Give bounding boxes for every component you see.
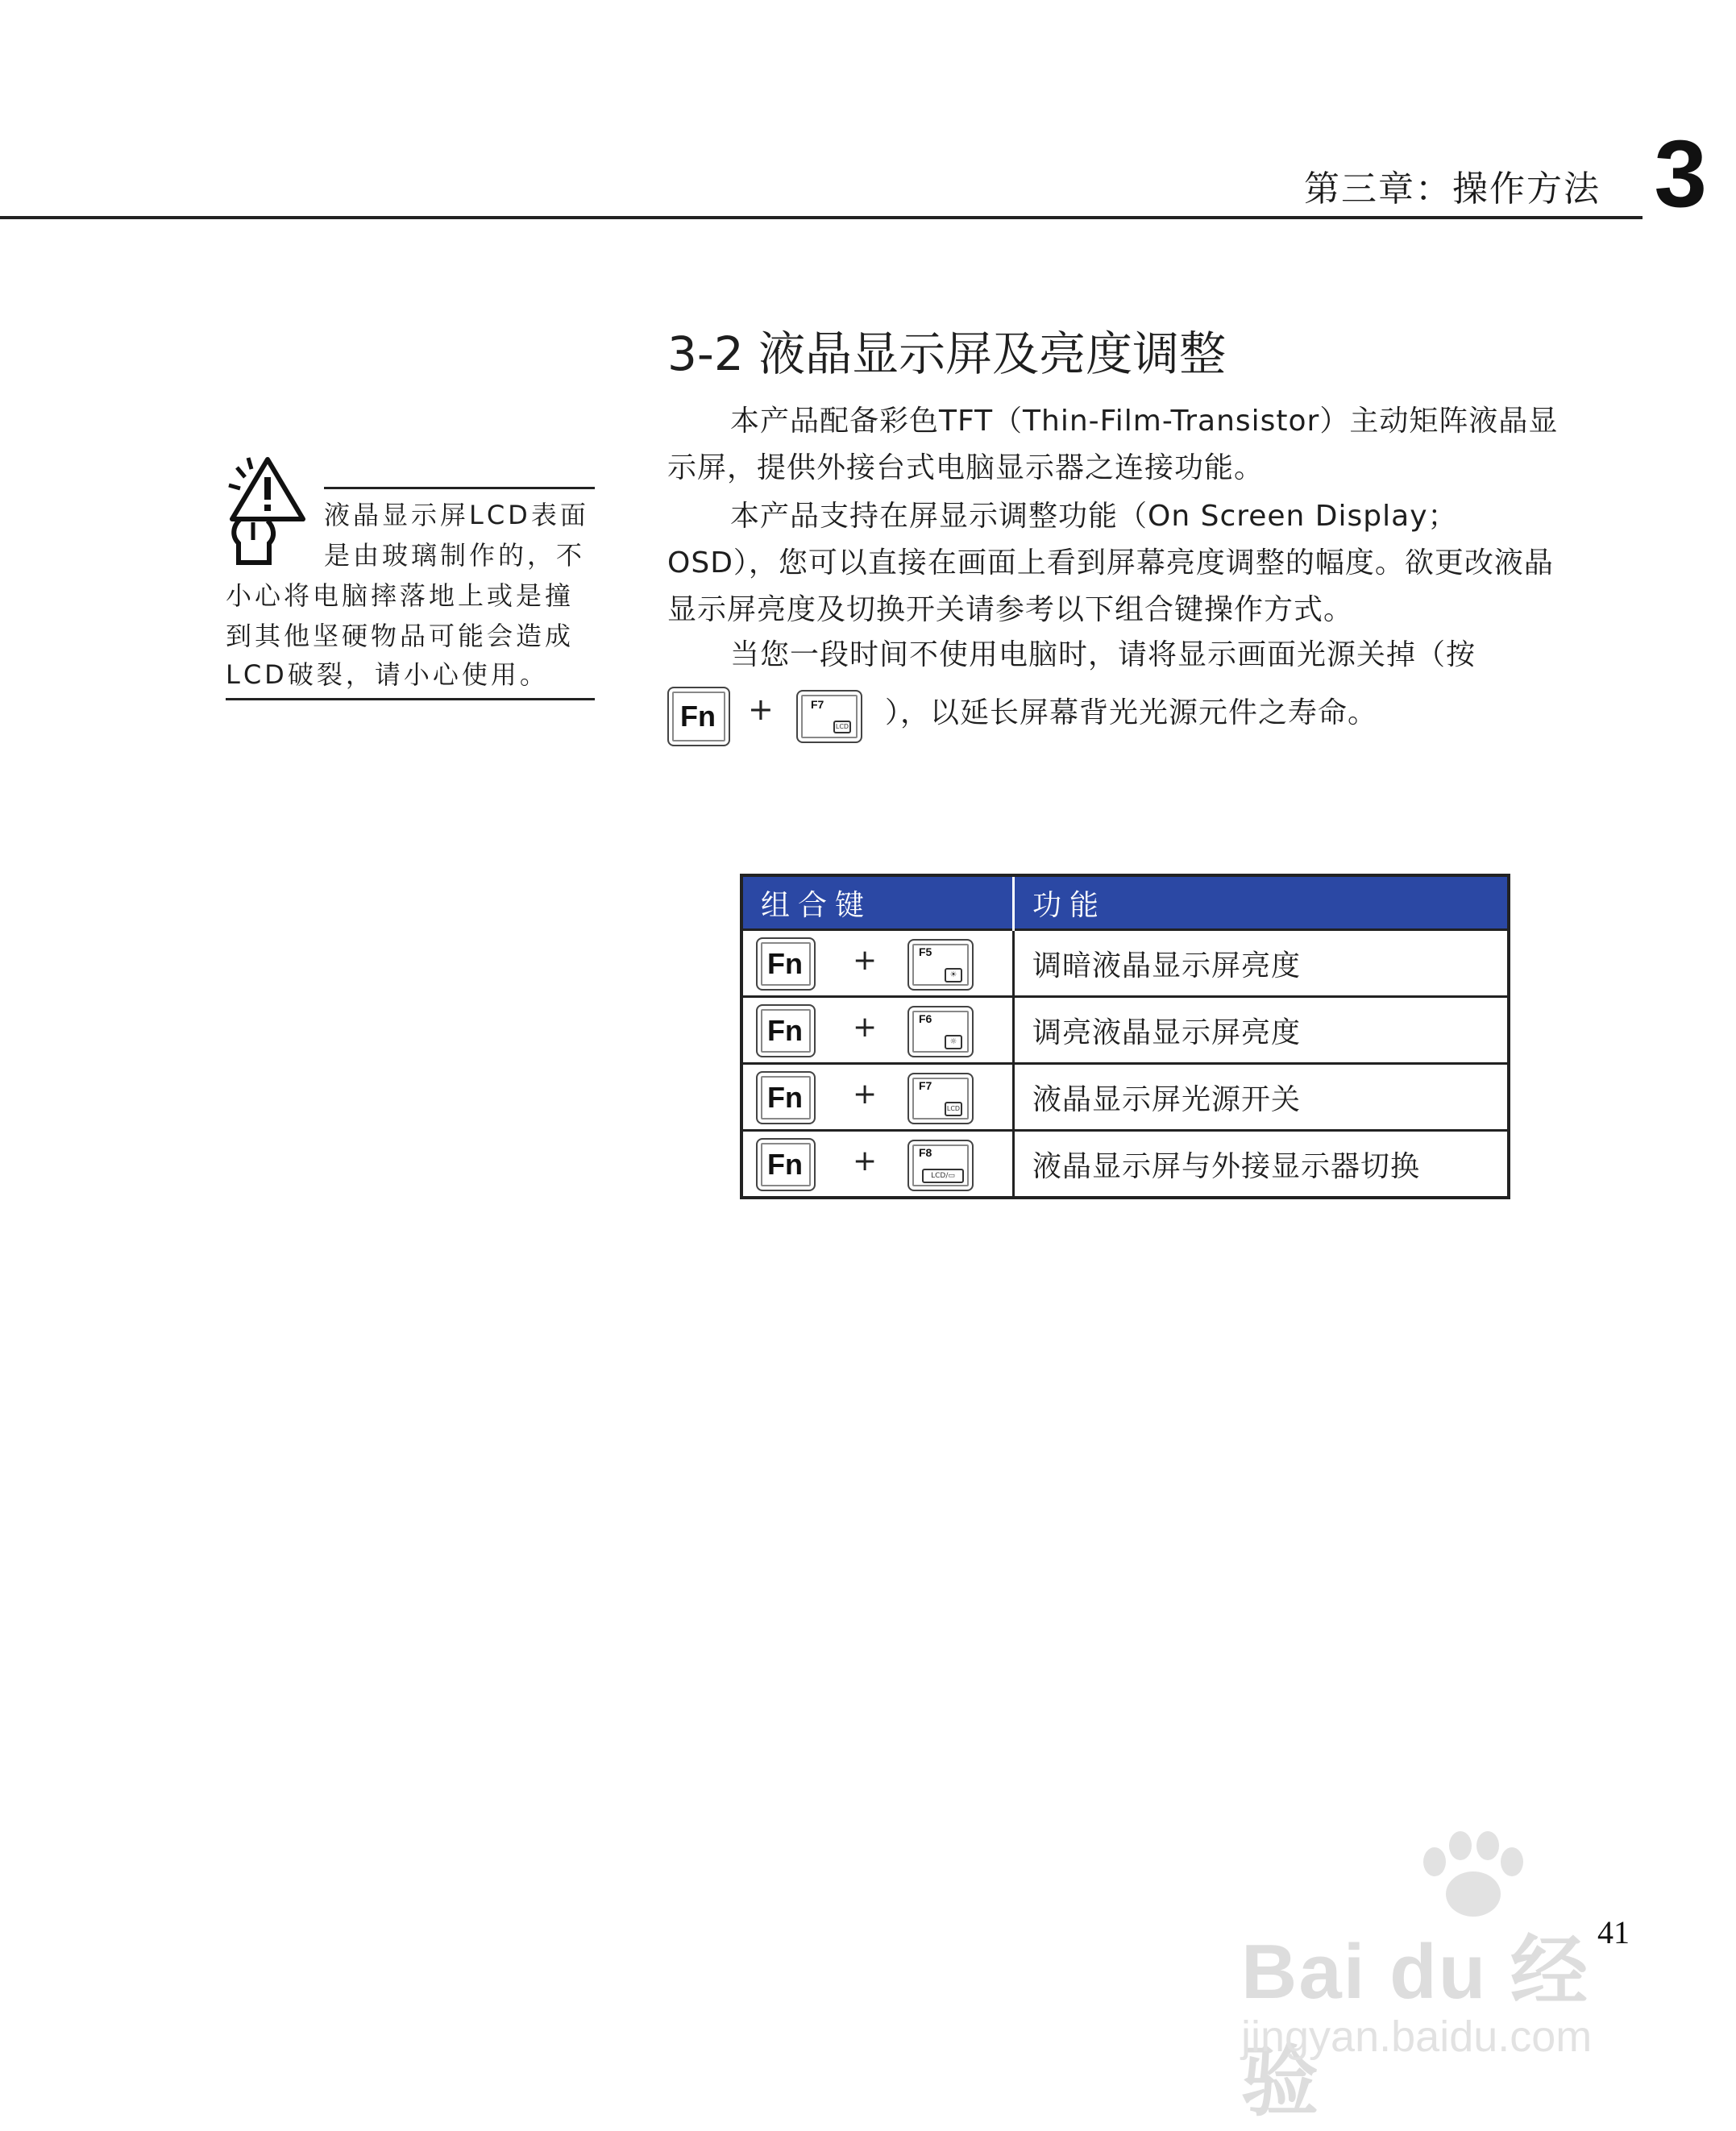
baidu-watermark (1225, 1830, 1644, 2125)
function-cell: 液晶显示屏光源开关 (1014, 1064, 1510, 1131)
header-combo-keys: 组合键 (741, 875, 1014, 930)
key-combo-cell (741, 997, 1014, 1064)
key-combo-cell (741, 1131, 1014, 1198)
f5-key (907, 939, 974, 991)
f8-key (907, 1140, 974, 1191)
f8-key-label: F8 (919, 1146, 932, 1159)
warning-text-line: 液晶显示屏LCD表面 (324, 500, 589, 530)
warning-person-icon (226, 453, 322, 566)
paragraph-osd: 本产品支持在屏显示调整功能（On Screen Display；OSD），您可以直接在画面上看到屏幕亮度调整的幅度。欲更改液晶显示屏亮度及切换开关请参考以下组合键操作方式。 (667, 500, 1554, 626)
fn-key-label: Fn (680, 700, 716, 733)
inline-f7-key (796, 690, 862, 743)
page-number: 41 (1597, 1914, 1630, 1950)
function-cell: 调暗液晶显示屏亮度 (1014, 930, 1510, 997)
table-header-row (741, 875, 1509, 930)
header-divider (0, 216, 1643, 219)
function-cell: 调亮液晶显示屏亮度 (1014, 997, 1510, 1064)
watermark-logo: Bai du 经验 (1241, 1929, 1590, 2125)
warning-text-line: 是由玻璃制作的，不 (324, 540, 586, 571)
warning-text-line: 到其他坚硬物品可能会造成 (226, 621, 575, 651)
f6-key (907, 1006, 974, 1057)
fn-key-label: Fn (767, 1014, 803, 1047)
display-switch-icon: LCD/▭ (922, 1169, 964, 1183)
f5-key-label: F5 (919, 945, 932, 958)
shortcut-table (740, 874, 1510, 1199)
header-function: 功能 (1014, 875, 1510, 930)
section-heading: 3-2 液晶显示屏及亮度调整 (667, 326, 1227, 381)
plus-sign: + (853, 1011, 878, 1044)
inline-plus: + (748, 692, 774, 727)
plus-sign: + (853, 944, 878, 977)
table-row (741, 930, 1509, 997)
plus-sign: + (853, 1144, 878, 1178)
brightness-down-icon: ☀ (945, 968, 962, 982)
chapter-number: 3 (1654, 121, 1707, 227)
table-row (741, 1131, 1509, 1198)
warning-text-line: 小心将电脑摔落地上或是撞 (226, 580, 575, 611)
fn-key-label: Fn (767, 1148, 803, 1181)
paragraph-backlight: 当您一段时间不使用电脑时，请将显示画面光源关掉（按 (730, 638, 1476, 671)
plus-sign: + (853, 1078, 878, 1111)
chapter-title: 第三章：操作方法 (1304, 168, 1601, 210)
inline-fn-key (667, 687, 730, 746)
table-row (741, 1064, 1509, 1131)
table-row (741, 997, 1509, 1064)
inline-shortcut-suffix: ），以延长屏幕背光光源元件之寿命。 (885, 696, 1378, 729)
paw-icon (1410, 1830, 1531, 1918)
fn-key (756, 1071, 816, 1124)
key-combo-cell (741, 1064, 1014, 1131)
lcd-icon: LCD (833, 721, 851, 733)
f7-key-label: F7 (919, 1079, 932, 1092)
function-cell: 液晶显示屏与外接显示器切换 (1014, 1131, 1510, 1198)
lcd-backlight-icon: LCD (945, 1102, 962, 1116)
warning-text-line: LCD破裂，请小心使用。 (226, 659, 549, 690)
fn-key-label: Fn (767, 1081, 803, 1114)
fn-key-label: Fn (767, 947, 803, 980)
paragraph-intro: 本产品配备彩色TFT（Thin-Film-Transistor）主动矩阵液晶显示屏，提供外接台式电脑显示器之连接功能。 (667, 405, 1559, 484)
f6-key-label: F6 (919, 1012, 932, 1025)
fn-key (756, 1004, 816, 1057)
f7-key (907, 1073, 974, 1124)
warning-bottom-rule (226, 698, 595, 700)
f7-key-label: F7 (811, 698, 824, 711)
key-combo-cell (741, 930, 1014, 997)
brightness-up-icon: ☼ (945, 1035, 962, 1049)
fn-key (756, 937, 816, 991)
watermark-url: jingyan.baidu.com (1241, 2013, 1593, 2061)
warning-top-rule (324, 487, 595, 489)
fn-key (756, 1138, 816, 1191)
